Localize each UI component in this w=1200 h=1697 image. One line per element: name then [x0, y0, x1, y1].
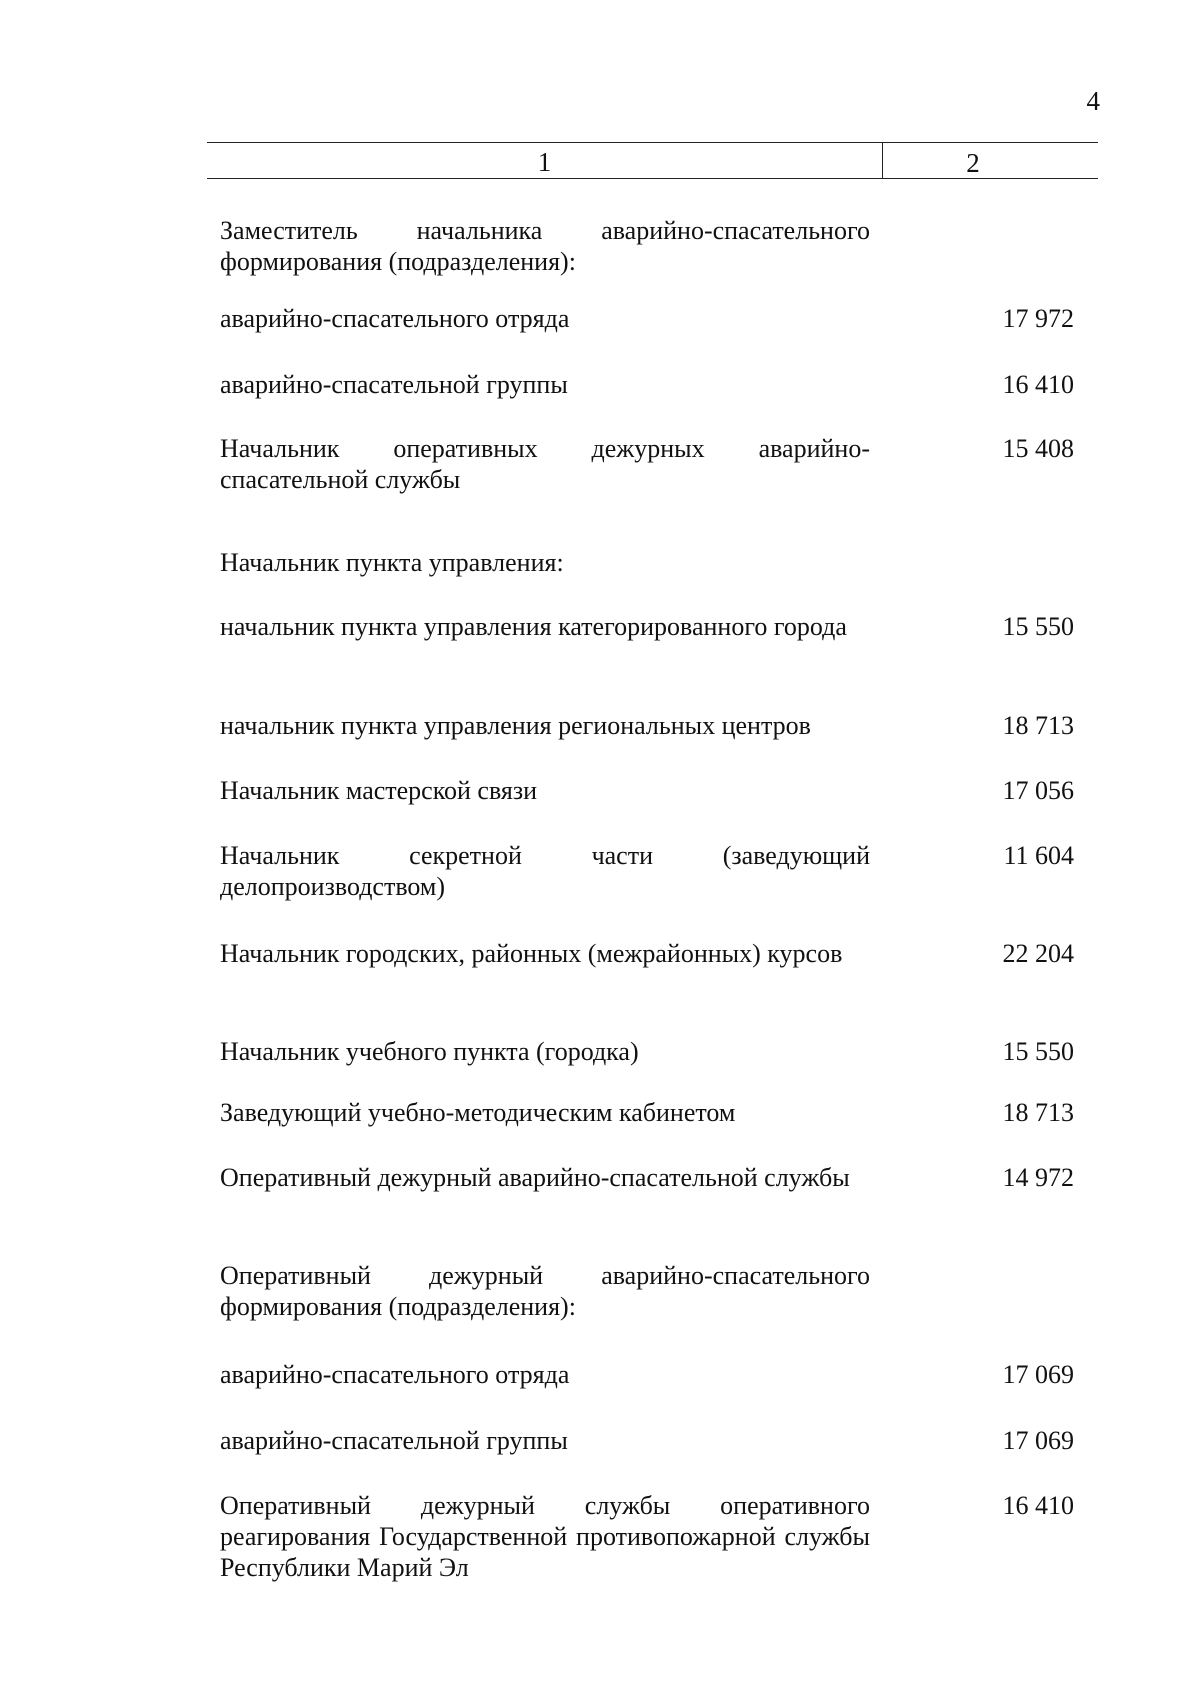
position-label: начальник пункта управления категорированного города — [220, 612, 847, 641]
position-label: Начальник городских, районных (межрайонных) курсов — [220, 939, 843, 968]
salary-value: 17 069 — [1002, 1426, 1074, 1455]
salary-value: 18 713 — [1002, 711, 1074, 740]
salary-value: 17 972 — [1002, 304, 1074, 333]
salary-value: 15 550 — [1002, 612, 1074, 641]
salary-value: 16 410 — [1002, 370, 1074, 399]
position-label: Заведующий учебно-методическим кабинетом — [220, 1098, 736, 1127]
position-label: аварийно-спасательного отряда — [220, 1360, 570, 1389]
salary-value: 16 410 — [1002, 1491, 1074, 1520]
position-label: Начальник мастерской связи — [220, 776, 538, 805]
position-label: Оперативный дежурный аварийно-спасательной службы — [220, 1163, 850, 1192]
table-header-bottom-rule — [207, 178, 1098, 179]
salary-value: 11 604 — [1003, 841, 1074, 870]
salary-value: 15 408 — [1002, 434, 1074, 463]
position-label: Начальник оперативных дежурных аварийно-спасательной службы — [220, 434, 870, 494]
position-label: Начальник учебного пункта (городка) — [220, 1037, 639, 1066]
salary-value: 17 056 — [1002, 776, 1074, 805]
position-label: аварийно-спасательного отряда — [220, 304, 570, 333]
salary-value: 18 713 — [1002, 1098, 1074, 1127]
salary-value: 22 204 — [1002, 939, 1074, 968]
position-label: Заместитель начальника аварийно-спасательного формирования (подразделения): — [220, 216, 870, 276]
position-label: Начальник секретной части (заведующий делопроизводством) — [220, 841, 870, 901]
page-number: 4 — [1086, 86, 1100, 116]
salary-value: 14 972 — [1002, 1163, 1074, 1192]
salary-value: 15 550 — [1002, 1037, 1074, 1066]
position-label: начальник пункта управления региональных центров — [220, 711, 811, 740]
table-header-col1: 1 — [537, 147, 552, 177]
salary-value: 17 069 — [1002, 1360, 1074, 1389]
position-label: аварийно-спасательной группы — [220, 370, 568, 399]
table-header — [207, 142, 1098, 178]
position-label: аварийно-спасательной группы — [220, 1426, 568, 1455]
position-label: Начальник пункта управления: — [220, 548, 564, 577]
table-header-col2: 2 — [966, 148, 980, 178]
position-label: Оперативный дежурный службы оперативного реагирования Государственной противопожарной службы Республики Марий Эл — [220, 1491, 870, 1582]
table-header-top-rule — [207, 142, 1098, 143]
position-label: Оперативный дежурный аварийно-спасательного формирования (подразделения): — [220, 1261, 870, 1321]
